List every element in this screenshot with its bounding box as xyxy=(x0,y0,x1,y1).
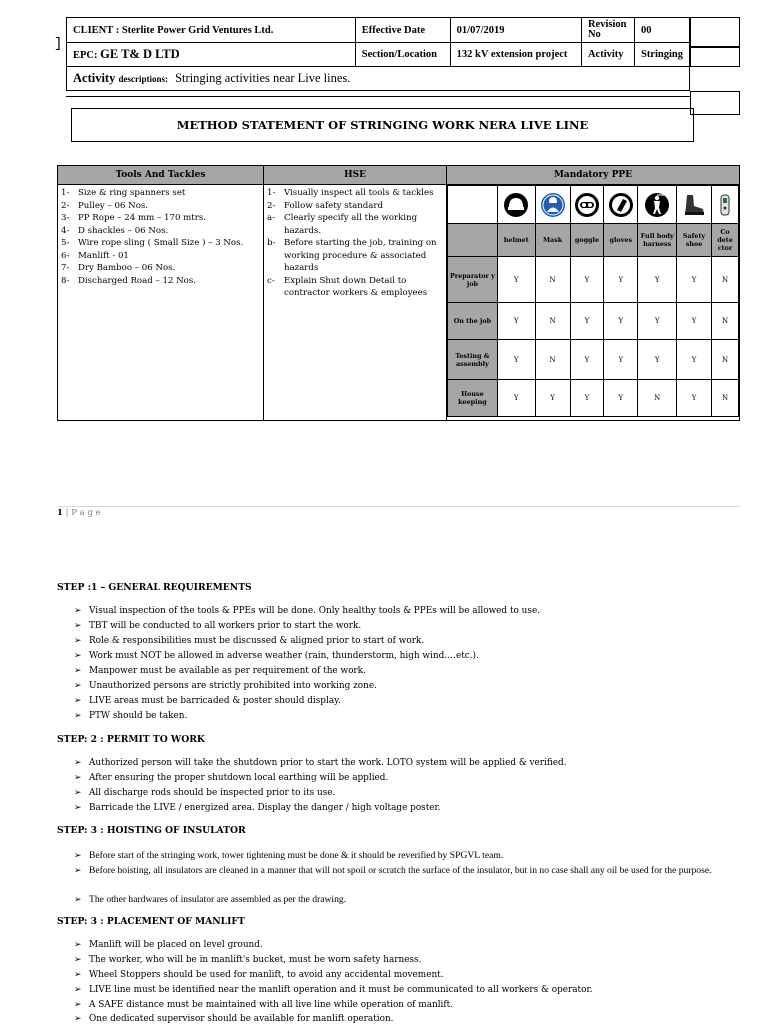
footer-divider xyxy=(57,506,740,507)
bullet-text: One dedicated supervisor should be available for manlift operation. xyxy=(89,1014,394,1024)
arrow-bullet-icon: ➢ xyxy=(74,788,82,798)
section-value: 132 kV extension project xyxy=(450,43,581,67)
item-number: 1- xyxy=(61,188,70,198)
arrow-bullet-icon: ➢ xyxy=(74,666,82,676)
step-heading: STEP: 2 : PERMIT TO WORK xyxy=(57,734,205,745)
arrow-bullet-icon: ➢ xyxy=(74,865,82,875)
revision-value: 00 xyxy=(634,18,689,43)
bullet-text: Before hoisting, all insulators are cleaned in a manner that will not spoil or scratch the surface of the insulator, but in no case shall any oil be used for the purpose. xyxy=(89,865,712,876)
page-label: P a g e xyxy=(71,508,101,518)
ppe-value: Y xyxy=(677,380,712,417)
ppe-matrix xyxy=(447,185,739,417)
document-header-table xyxy=(66,17,690,91)
item-number: a- xyxy=(267,213,276,223)
ppe-value: Y xyxy=(570,303,604,340)
list-item xyxy=(61,212,260,225)
ppe-value: Y xyxy=(497,380,535,417)
revision-label: Revision No xyxy=(581,18,634,43)
ppe-value: N xyxy=(712,257,739,303)
item-number: 1- xyxy=(267,188,276,198)
stray-bracket: ] xyxy=(54,36,63,52)
ppe-value: Y xyxy=(535,380,570,417)
bullet-text: The worker, who will be in manlift's bucket, must be worn safety harness. xyxy=(89,955,422,965)
list-item xyxy=(61,250,260,263)
arrow-bullet-icon: ➢ xyxy=(74,940,82,950)
bullet-item xyxy=(74,892,346,907)
tools-hse-ppe-table xyxy=(57,165,740,421)
bullet-item xyxy=(74,848,503,863)
bullet-item xyxy=(74,664,366,679)
bullet-text: LIVE line must be identified near the manlift operation and it must be communicated to all workers & operator. xyxy=(89,985,593,995)
ppe-row-label: House keeping xyxy=(448,380,498,417)
item-number: b- xyxy=(267,238,276,248)
harness-icon xyxy=(638,186,677,224)
list-item xyxy=(61,200,260,213)
ppe-value: N xyxy=(712,303,739,340)
bullet-item xyxy=(74,634,424,649)
bullet-item xyxy=(74,649,479,664)
arrow-bullet-icon: ➢ xyxy=(74,1014,82,1024)
activity-desc-label: Activity xyxy=(73,71,119,85)
arrow-bullet-icon: ➢ xyxy=(74,651,82,661)
page-number xyxy=(57,508,101,518)
arrow-bullet-icon: ➢ xyxy=(74,758,82,768)
bullet-item xyxy=(74,771,388,786)
bullet-text: Manpower must be available as per requirement of the work. xyxy=(89,666,366,676)
ppe-col-shoe: Safety shoe xyxy=(677,224,712,257)
item-text: Size & ring spanners set xyxy=(78,188,186,198)
epc-name: GE T& D LTD xyxy=(100,47,180,61)
ppe-value: Y xyxy=(604,303,638,340)
bullet-item xyxy=(74,619,361,634)
item-text: Manlift - 01 xyxy=(78,250,129,261)
bullet-text: Unauthorized persons are strictly prohibited into working zone. xyxy=(89,681,377,691)
effective-date-value: 01/07/2019 xyxy=(450,18,581,43)
detector-icon xyxy=(712,186,739,224)
hse-header: HSE xyxy=(264,166,447,185)
ppe-value: N xyxy=(535,303,570,340)
ppe-value: Y xyxy=(604,257,638,303)
ppe-col-harness: Full body harness xyxy=(638,224,677,257)
table-row xyxy=(448,303,739,340)
item-text: Pulley – 06 Nos. xyxy=(78,200,149,211)
arrow-bullet-icon: ➢ xyxy=(74,1000,82,1010)
ppe-col-goggle: goggle xyxy=(570,224,604,257)
ppe-value: N xyxy=(712,380,739,417)
item-number: 5- xyxy=(61,238,70,248)
ppe-value: Y xyxy=(677,303,712,340)
bullet-text: Work must NOT be allowed in adverse weather (rain, thunderstorm, high wind….etc.). xyxy=(89,651,479,661)
bullet-text: Barricade the LIVE / energized area. Display the danger / high voltage poster. xyxy=(89,803,441,813)
arrow-bullet-icon: ➢ xyxy=(74,696,82,706)
ppe-value: Y xyxy=(497,257,535,303)
ppe-value: Y xyxy=(497,303,535,340)
list-item xyxy=(267,275,443,300)
epc-prefix: EPC: xyxy=(73,50,101,61)
list-item xyxy=(61,237,260,250)
arrow-bullet-icon: ➢ xyxy=(74,773,82,783)
bullet-item xyxy=(74,968,444,983)
item-number: 2- xyxy=(61,200,70,211)
item-number: 6- xyxy=(61,250,70,261)
item-text: Clearly specify all the working hazards. xyxy=(284,213,418,236)
bullet-item xyxy=(74,801,441,816)
arrow-bullet-icon: ➢ xyxy=(74,606,82,616)
bullet-text: Manlift will be placed on level ground. xyxy=(89,940,263,950)
ppe-value: N xyxy=(535,257,570,303)
header-extra-box xyxy=(690,46,740,67)
list-item xyxy=(267,237,443,275)
item-number: c- xyxy=(267,275,275,286)
mask-icon xyxy=(535,186,570,224)
ppe-value: Y xyxy=(604,380,638,417)
bullet-item xyxy=(74,709,187,724)
list-item xyxy=(61,262,260,275)
item-text: Explain Shut down Detail to contractor workers & employees xyxy=(284,275,428,298)
item-number: 2- xyxy=(267,200,276,211)
item-text: Dry Bamboo – 06 Nos. xyxy=(78,263,176,273)
bullet-item xyxy=(74,679,377,694)
item-number: 3- xyxy=(61,213,70,223)
ppe-cell xyxy=(447,185,740,421)
bullet-text: TBT will be conducted to all workers prior to start the work. xyxy=(89,621,362,631)
arrow-bullet-icon: ➢ xyxy=(74,850,82,860)
item-number: 7- xyxy=(61,263,70,273)
goggle-icon xyxy=(570,186,604,224)
ppe-row-label: Preparator y job xyxy=(448,257,498,303)
ppe-value: N xyxy=(535,340,570,380)
arrow-bullet-icon: ➢ xyxy=(74,803,82,813)
bullet-text: The other hardwares of insulator are assembled as per the drawing. xyxy=(89,894,347,905)
list-item xyxy=(267,187,443,200)
bullet-text: A SAFE distance must be maintained with all live line while operation of manlift. xyxy=(89,1000,454,1010)
activity-description-cell xyxy=(67,67,690,91)
tools-header: Tools And Tackles xyxy=(58,166,264,185)
bullet-text: Before start of the stringing work, tower tightening must be done & it should be reverified by SPGVL team. xyxy=(89,850,504,861)
item-text: Discharged Road – 12 Nos. xyxy=(78,275,196,286)
method-statement-title: METHOD STATEMENT OF STRINGING WORK NERA LIVE LINE xyxy=(71,108,694,142)
bullet-item xyxy=(74,953,421,968)
bullet-item xyxy=(74,604,540,619)
header-extra-box xyxy=(690,17,740,48)
page-sep: | xyxy=(62,508,72,518)
bullet-item xyxy=(74,1012,394,1027)
ppe-col-mask: Mask xyxy=(535,224,570,257)
bullet-item xyxy=(74,863,740,878)
arrow-bullet-icon: ➢ xyxy=(74,970,82,980)
table-row xyxy=(448,340,739,380)
item-text: Visually inspect all tools & tackles xyxy=(284,188,434,198)
ppe-value: Y xyxy=(677,340,712,380)
bullet-item xyxy=(74,694,341,709)
bullet-item xyxy=(74,786,335,801)
ppe-value: N xyxy=(712,340,739,380)
bullet-text: Visual inspection of the tools & PPEs will be done. Only healthy tools & PPEs will be allowed to use. xyxy=(89,606,541,616)
bullet-item xyxy=(74,756,567,771)
arrow-bullet-icon: ➢ xyxy=(74,636,82,646)
ppe-col-gloves: gloves xyxy=(604,224,638,257)
ppe-value: Y xyxy=(497,340,535,380)
ppe-row-label: Testing & assembly xyxy=(448,340,498,380)
ppe-value: Y xyxy=(677,257,712,303)
activity-desc-small-label: descriptions: xyxy=(118,74,168,84)
item-text: D shackles – 06 Nos. xyxy=(78,225,169,236)
bullet-text: Role & responsibilities must be discussed & aligned prior to start of work. xyxy=(89,636,425,646)
ppe-value: Y xyxy=(570,257,604,303)
epc-cell xyxy=(67,43,356,67)
gloves-icon xyxy=(604,186,638,224)
ppe-label-corner xyxy=(448,224,498,257)
bullet-text: After ensuring the proper shutdown local earthing will be applied. xyxy=(89,773,389,783)
arrow-bullet-icon: ➢ xyxy=(74,985,82,995)
item-text: Follow safety standard xyxy=(284,200,384,211)
item-number: 8- xyxy=(61,275,70,286)
ppe-corner xyxy=(448,186,498,224)
ppe-value: Y xyxy=(638,340,677,380)
item-text: Wire rope sling ( Small Size ) – 3 Nos. xyxy=(78,238,244,248)
ppe-row-label: On the job xyxy=(448,303,498,340)
ppe-col-detector: Co dete ctor xyxy=(712,224,739,257)
step-heading: STEP :1 – GENERAL REQUIREMENTS xyxy=(57,582,252,593)
header-divider xyxy=(66,96,690,97)
step-heading: STEP: 3 : PLACEMENT OF MANLIFT xyxy=(57,916,245,927)
page-num: 1 xyxy=(57,508,63,518)
helmet-icon xyxy=(497,186,535,224)
bullet-text: Authorized person will take the shutdown prior to start the work. LOTO system will be applied & verified. xyxy=(89,758,567,768)
arrow-bullet-icon: ➢ xyxy=(74,681,82,691)
list-item xyxy=(61,225,260,238)
ppe-value: Y xyxy=(638,257,677,303)
step-heading: STEP: 3 : HOISTING OF INSULATOR xyxy=(57,825,246,836)
shoe-icon xyxy=(677,186,712,224)
effective-date-label: Effective Date xyxy=(355,18,450,43)
bullet-item xyxy=(74,983,593,998)
ppe-value: N xyxy=(638,380,677,417)
arrow-bullet-icon: ➢ xyxy=(74,955,82,965)
item-text: Before starting the job, training on working procedure & associated hazards xyxy=(284,238,437,273)
header-extra-box xyxy=(690,91,740,115)
hse-list xyxy=(264,185,447,421)
ppe-value: Y xyxy=(604,340,638,380)
arrow-bullet-icon: ➢ xyxy=(74,894,82,904)
list-item xyxy=(267,200,443,213)
arrow-bullet-icon: ➢ xyxy=(74,711,82,721)
bullet-item xyxy=(74,938,263,953)
bullet-item xyxy=(74,998,453,1013)
bullet-text: All discharge rods should be inspected prior to its use. xyxy=(89,788,336,798)
item-number: 4- xyxy=(61,225,70,236)
list-item xyxy=(267,212,443,237)
table-row xyxy=(448,380,739,417)
ppe-header: Mandatory PPE xyxy=(447,166,740,185)
activity-desc-value: Stringing activities near Live lines. xyxy=(175,71,351,85)
table-row xyxy=(448,257,739,303)
bullet-text: LIVE areas must be barricaded & poster should display. xyxy=(89,696,341,706)
ppe-col-helmet: helmet xyxy=(497,224,535,257)
activity-label: Activity xyxy=(581,43,634,67)
item-text: PP Rope – 24 mm – 170 mtrs. xyxy=(78,213,206,223)
ppe-value: Y xyxy=(638,303,677,340)
list-item xyxy=(61,275,260,288)
tools-list xyxy=(58,185,264,421)
activity-value: Stringing xyxy=(634,43,689,67)
bullet-text: Wheel Stoppers should be used for manlift, to avoid any accidental movement. xyxy=(89,970,444,980)
ppe-value: Y xyxy=(570,380,604,417)
section-label: Section/Location xyxy=(355,43,450,67)
client-cell: CLIENT : Sterlite Power Grid Ventures Ltd. xyxy=(67,18,356,43)
ppe-value: Y xyxy=(570,340,604,380)
bullet-text: PTW should be taken. xyxy=(89,711,188,721)
list-item xyxy=(61,187,260,200)
arrow-bullet-icon: ➢ xyxy=(74,621,82,631)
